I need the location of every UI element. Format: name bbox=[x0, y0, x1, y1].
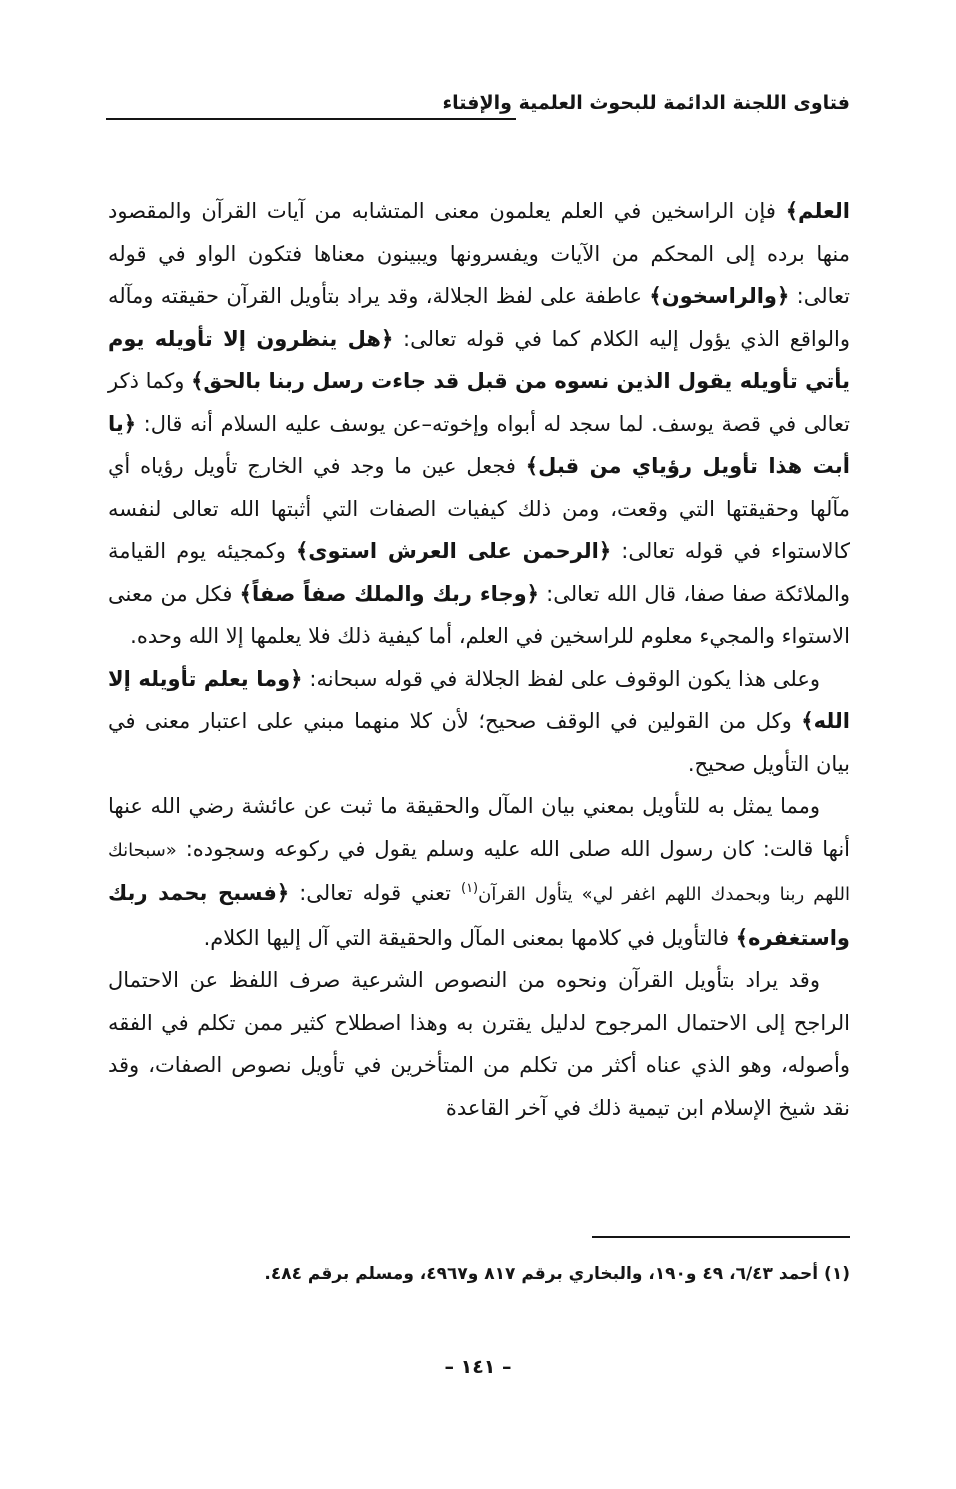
text-run: وكما ذكر تعالى في قصة يوسف. لما سجد له أبواه وإخوته–عن يوسف عليه السلام أنه قال: bbox=[108, 369, 850, 436]
text-run: فالتأويل في كلامها بمعنى المآل والحقيقة التي آل إليها الكلام. bbox=[203, 925, 736, 950]
quran-verse: ﴿هل ينظرون إلا تأويله يوم يأتي تأويله يقول الذين نسوه من قبل قد جاءت رسل ربنا بالحق﴾ bbox=[108, 326, 850, 393]
paragraph bbox=[108, 190, 850, 658]
paragraph bbox=[108, 785, 850, 959]
text-run: وكل من القولين في الوقف صحيح؛ لأن كلا منهما مبني على اعتبار معنى في بيان التأويل صحيح. bbox=[108, 709, 850, 776]
main-text bbox=[108, 190, 850, 1129]
footnote-reference: (١) bbox=[460, 881, 479, 896]
quran-verse: ﴿وما يعلم تأويله إلا الله﴾ bbox=[108, 666, 850, 733]
quran-verse: ﴿الرحمن على العرش استوى﴾ bbox=[295, 539, 612, 563]
quran-verse: ﴿والراسخون﴾ bbox=[649, 284, 790, 308]
text-run: وعلى هذا يكون الوقوف على لفظ الجلالة في قوله سبحانه: bbox=[302, 666, 820, 691]
paragraph bbox=[108, 959, 850, 1129]
text-run: عاطفة على لفظ الجلالة، وقد يراد بتأويل القرآن حقيقته ومآله والواقع الذي يؤول إليه الكلام كما في قوله تعالى: bbox=[108, 284, 850, 351]
text-run: تعني قوله تعالى: bbox=[289, 881, 461, 905]
text-run: فكل من معنى الاستواء والمجيء معلوم للراسخين في العلم، أما كيفية ذلك فلا يعلمها إلا الله وحده. bbox=[108, 581, 850, 648]
header-rule bbox=[106, 118, 516, 120]
quran-verse: العلم﴾ bbox=[785, 199, 850, 223]
paragraph bbox=[108, 658, 850, 786]
footnote-separator bbox=[592, 1236, 850, 1238]
text-run: فإن الراسخين في العلم يعلمون معنى المتشابه من آيات القرآن والمقصود منها برده إلى المحكم من الآيات ويفسرونها ويبينون معناها فتكون الواو في قوله تعالى: bbox=[108, 199, 850, 308]
hadith-quote: «سبحانك اللهم ربنا وبحمدك اللهم اغفر لي» يتأول القرآن bbox=[108, 839, 851, 905]
text-run: وقد يراد بتأويل القرآن ونحوه من النصوص الشرعية صرف اللفظ عن الاحتمال الراجح إلى الاحتمال المرجوح لدليل يقترن به وهذا اصطلاح كثير ممن تكلم في الفقه وأصوله، وهو الذي عناه أكثر من تكلم من المتأخرين في تأويل نصوص الصفات، وقد نقد شيخ الإسلام ابن تيمية ذلك في آخر القاعدة bbox=[108, 968, 850, 1120]
page-number: – ١٤١ – bbox=[444, 1356, 512, 1378]
text-run: وكمجيئه يوم القيامة والملائكة صفا صفا، قال الله تعالى: bbox=[108, 539, 850, 606]
running-header: فتاوى اللجنة الدائمة للبحوث العلمية والإفتاء bbox=[442, 92, 850, 114]
quran-verse: ﴿فسبح بحمد ربك واستغفره﴾ bbox=[108, 881, 850, 950]
quran-verse: ﴿يا أبت هذا تأويل رؤياي من قبل﴾ bbox=[108, 411, 850, 478]
text-run: فجعل عين ما وجد في الخارج تأويل رؤياه أي مآلها وحقيقتها التي وقعت، ومن ذلك كيفيات الصفات التي أثبتها الله تعالى لنفسه كالاستواء في قوله تعالى: bbox=[108, 454, 851, 563]
footnote: (١) أحمد ٦/٤٣، ٤٩ و١٩٠، والبخاري برقم ٨١٧ و٤٩٦٧، ومسلم برقم ٤٨٤. bbox=[264, 1264, 850, 1284]
quran-verse: ﴿وجاء ربك والملك صفاً صفاً﴾ bbox=[239, 581, 539, 606]
text-run: ومما يمثل به للتأويل بمعني بيان المآل والحقيقة ما ثبت عن عائشة رضي الله عنها أنها قالت: كان رسول الله صلى الله عليه وسلم يقول في ركوعه وسجوده: bbox=[108, 794, 850, 861]
